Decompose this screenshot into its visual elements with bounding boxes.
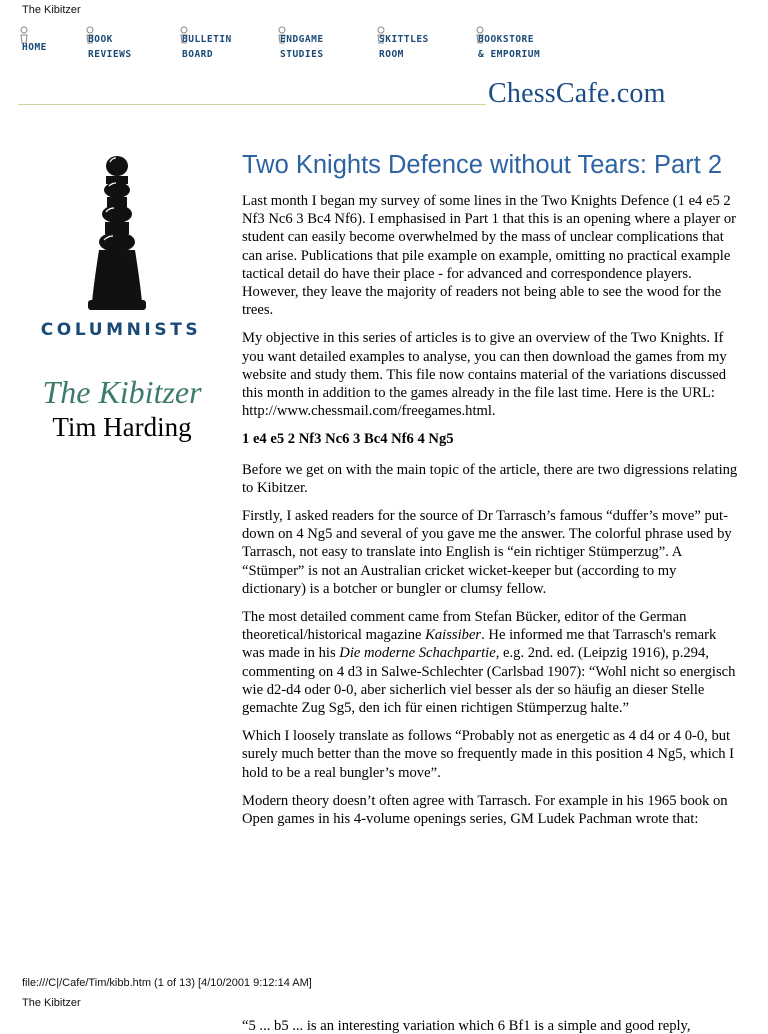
column-title: The Kibitzer <box>42 374 202 410</box>
chesscafe-logo[interactable]: ChessCafe.com <box>488 78 666 109</box>
next-page-line: “5 ... b5 ... is an interesting variation which 6 Bf1 is a simple and good reply, <box>242 1018 691 1034</box>
header-divider <box>18 104 486 105</box>
article-title: Two Knights Defence without Tears: Part 2 <box>242 151 723 179</box>
document-title-next-page: The Kibitzer <box>22 997 81 1009</box>
paragraph-4: Firstly, I asked readers for the source of Dr Tarrasch’s famous “duffer’s move” put-down on 4 Ng5 and several of you gave me the answer. The colorful phrase used by Tarrasch, not easy to translate into English is “ein richtiger Stümperzug”. A “Stümper” is not an Australian cricket wicket-keeper but (according to my dictionary) is a botcher or bungler or clumsy fellow. <box>242 508 732 597</box>
nav-endgame-studies-label: ENDGAME STUDIES <box>280 34 324 60</box>
paragraph-6: Which I loosely translate as follows “Probably not as energetic as 4 d4 or 4 0-0, but surely much better than the move so frequently made in this position 4 Ng5, which I hold to be a real bungler’s move”. <box>242 728 735 781</box>
move-sequence: 1 e4 e5 2 Nf3 Nc6 3 Bc4 Nf6 4 Ng5 <box>242 431 454 448</box>
book-name: Die moderne Schachpartie <box>339 645 496 662</box>
paragraph-5-text-b: . He informed me that Tarrasch's remark was made in his <box>242 627 717 662</box>
paragraph-5-text-a: The most detailed comment came from Stefan Bücker, editor of the German theoretical/historical magazine <box>242 609 687 644</box>
nav-bulletin-board-label: BULLETIN BOARD <box>182 34 232 60</box>
nav-home-label: HOME <box>22 42 47 53</box>
nav-bar <box>18 26 578 66</box>
nav-skittles-room-label: SKITTLES ROOM <box>379 34 429 60</box>
chess-piece-illustration <box>82 152 152 312</box>
nav-bookstore-emporium-label: BOOKSTORE & EMPORIUM <box>478 34 541 60</box>
magazine-name: Kaissiber <box>425 627 482 644</box>
column-author: Tim Harding <box>52 412 192 442</box>
nav-book-reviews-label: BOOK REVIEWS <box>88 34 132 60</box>
paragraph-3: Before we get on with the main topic of the article, there are two digressions relating to Kibitzer. <box>242 461 738 496</box>
columnists-heading: COLUMNISTS <box>40 320 202 340</box>
paragraph-7: Modern theory doesn’t often agree with Tarrasch. For example in his 1965 book on Open games in his 4-volume openings series, GM Ludek Pachman wrote that: <box>242 792 728 828</box>
paragraph-5-text-c: , e.g. 2nd. ed. (Leipzig 1916), p.294, commenting on 4 d3 in Salwe-Schlechter (Carlsbad 1907): “Wohl nicht so energisch wie d2-d4 oder 0-0, aber sicherlich viel besser als der so häufig an dieser Stelle gemachte Zug Sg5, den ich für einen richtigen Stümperzug halte.” <box>242 645 736 717</box>
article-body <box>242 150 742 838</box>
paragraph-2: My objective in this series of articles is to give an overview of the Two Knights. If you want detailed examples to analyse, you can then download the games from my website and study them. This file now contains material of the variations discussed this month in addition to the games already in the file last time. Here is the URL: http://www.chessmail.com/freegames.html. <box>242 330 727 420</box>
document-title: The Kibitzer <box>22 4 81 16</box>
footer-file-path: file:///C|/Cafe/Tim/kibb.htm (1 of 13) [4/10/2001 9:12:14 AM] <box>22 977 312 989</box>
paragraph-5 <box>242 608 742 717</box>
paragraph-1: Last month I began my survey of some lines in the Two Knights Defence (1 e4 e5 2 Nf3 Nc6 3 Bc4 Nf6). I emphasised in Part 1 that this is an opening where a player or student can easily become overwhelmed by the mass of unclear complications that can arise. Publications that pile example on example, omitting no practical example tactical detail do have their place - for advanced and correspondence players. However, they leave the majority of readers not being able to see the wood for the trees. <box>242 193 737 319</box>
next-page-text <box>242 1010 762 1034</box>
